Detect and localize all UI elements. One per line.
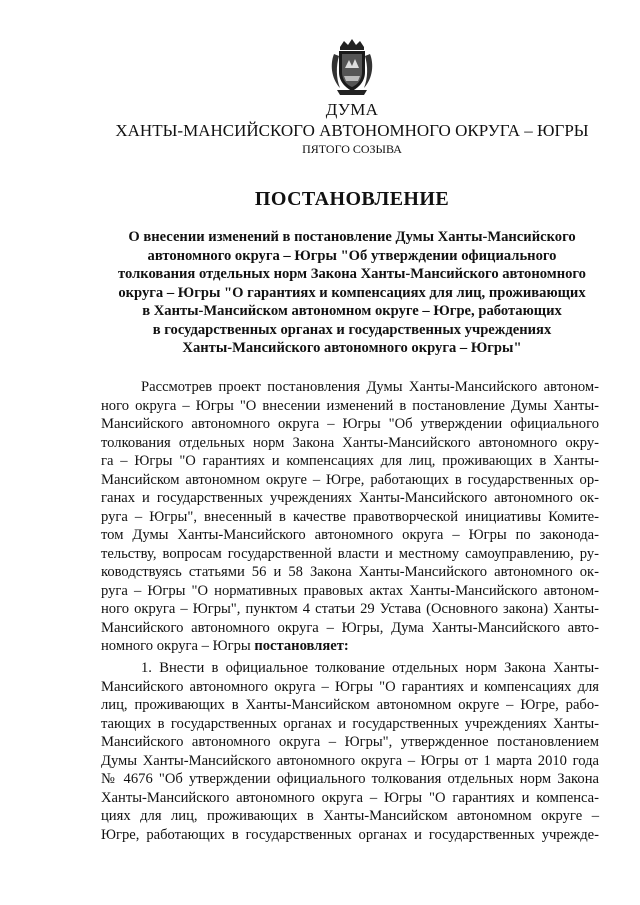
preamble-line: га – Югры "О гарантиях и компенсациях для лиц, проживающих в Ханты- bbox=[101, 453, 599, 469]
preamble-line: том Думы Ханты-Мансийского автономного округа – Югры по законода- bbox=[101, 527, 599, 543]
item-1-line: циях для лиц, проживающих в Ханты-Мансийском автономном округе – bbox=[101, 808, 599, 824]
preamble-line: Мансийского автономного округа – Югры, Дума Ханты-Мансийского авто- bbox=[101, 619, 599, 636]
item-1-line: Югре, работающих в государственных органах и государственных учрежде- bbox=[101, 826, 599, 843]
preamble-line: Рассмотрев проект постановления Думы Ханты-Мансийского автоном- bbox=[141, 379, 599, 395]
item-1-paragraph bbox=[101, 659, 599, 844]
preamble-line: ганах и государственных учреждениях Ханты-Мансийского автономного ок- bbox=[101, 490, 599, 506]
subject-line: автономного округа – Югры "Об утверждении официального bbox=[147, 247, 557, 264]
preamble-line: ководствуясь статьями 56 и 58 Закона Ханты-Мансийского автономного ок- bbox=[101, 564, 599, 580]
preamble-line: ного округа – Югры", пунктом 4 статьи 29 Устава (Основного закона) Ханты- bbox=[101, 601, 599, 617]
subject-line: в Ханты-Мансийском автономном округе – Югре, работающих bbox=[142, 303, 562, 319]
document-subject bbox=[60, 228, 640, 358]
resolves-keyword: постановляет: bbox=[254, 638, 349, 654]
item-1-line: Ханты-Мансийского автономного округа – Югры "О гарантиях и компенса- bbox=[101, 789, 599, 806]
duma-subtitle: ХАНТЫ-МАНСИЙСКОГО АВТОНОМНОГО ОКРУГА – ЮГРЫ bbox=[115, 121, 589, 140]
preamble-line: руга – Югры", внесенный в качестве правотворческой инициативы Комите- bbox=[101, 508, 599, 525]
preamble-final-line bbox=[101, 637, 599, 656]
subject-line: Ханты-Мансийского автономного округа – Югры" bbox=[182, 340, 522, 356]
item-1-line: № 4676 "Об утверждении официального толкования отдельных норм Закона bbox=[101, 771, 599, 787]
preamble-line: ного округа – Югры "О внесении изменений в постановление Думы Ханты- bbox=[101, 397, 599, 414]
item-1-line: лиц, проживающих в Ханты-Мансийском автономном округе – Югре, рабо- bbox=[101, 697, 599, 713]
preamble-line: Мансийском автономном округе – Югре, работающих в государственных ор- bbox=[101, 471, 599, 488]
convocation-label: ПЯТОГО СОЗЫВА bbox=[302, 142, 402, 156]
duma-title: ДУМА bbox=[325, 100, 379, 119]
preamble-paragraph bbox=[101, 378, 599, 656]
preamble-final-text: номного округа – Югры bbox=[101, 638, 255, 654]
subject-line: округа – Югры "О гарантиях и компенсациях для лиц, проживающих bbox=[118, 284, 586, 301]
preamble-line: толкования отдельных норм Закона Ханты-Мансийского автономного окру- bbox=[101, 434, 599, 451]
item-1-line: Думы Ханты-Мансийского автономного округа – Югры от 1 марта 2010 года bbox=[101, 752, 599, 769]
item-1-line: Мансийского автономного округа – Югры "О гарантиях и компенсациях для bbox=[101, 678, 599, 695]
subject-line: толкования отдельных норм Закона Ханты-Мансийского автономного bbox=[118, 266, 586, 282]
preamble-line: руга – Югры "О нормативных правовых актах Ханты-Мансийского автоном- bbox=[101, 582, 599, 599]
subject-line: в государственных органах и государственных учреждениях bbox=[152, 321, 552, 338]
document-type-title: ПОСТАНОВЛЕНИЕ bbox=[254, 188, 450, 210]
coat-of-arms-emblem-icon bbox=[327, 38, 377, 98]
item-1-line: 1. Внести в официальное толкование отдельных норм Закона Ханты- bbox=[141, 660, 599, 676]
item-1-line: Мансийского автономного округа – Югры", утвержденное постановлением bbox=[101, 734, 599, 750]
preamble-line: Мансийского автономного округа – Югры "Об утверждении официального bbox=[101, 416, 599, 432]
item-1-line: тающих в государственных органах и государственных учреждениях Ханты- bbox=[101, 715, 599, 732]
preamble-line: тельству, вопросам государственной власти и местному самоуправлению, ру- bbox=[101, 545, 599, 562]
subject-line: О внесении изменений в постановление Думы Ханты-Мансийского bbox=[128, 229, 576, 245]
